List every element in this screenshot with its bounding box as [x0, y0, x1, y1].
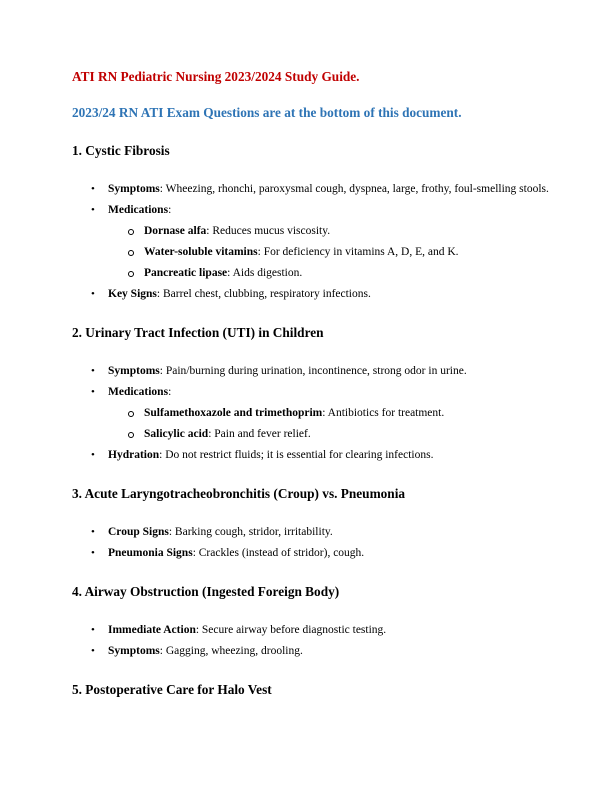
item-text: : Barrel chest, clubbing, respiratory infections. — [156, 288, 371, 300]
item-label: Medications — [108, 204, 169, 216]
item-text: : For deficiency in vitamins A, D, E, and K. — [257, 246, 459, 258]
list-item — [91, 361, 552, 382]
document-title: ATI RN Pediatric Nursing 2023/2024 Study Guide. — [72, 69, 360, 84]
bullet-icon: • — [91, 183, 95, 195]
bullet-icon: • — [91, 204, 95, 216]
bullet-icon: • — [91, 547, 95, 559]
section-heading: 2. Urinary Tract Infection (UTI) in Children — [72, 325, 324, 340]
bullet-icon: • — [91, 449, 95, 461]
item-label: Immediate Action — [108, 624, 196, 636]
bullet-list — [72, 620, 552, 662]
section-heading: 3. Acute Laryngotracheobronchitis (Croup) vs. Pneumonia — [72, 486, 406, 501]
list-item — [91, 179, 552, 200]
bullet-list — [72, 179, 552, 305]
item-text: : — [168, 386, 172, 398]
circle-bullet-icon — [128, 250, 134, 256]
item-label: Dornase alfa — [144, 225, 207, 237]
list-item — [91, 284, 552, 305]
circle-bullet-icon — [128, 271, 134, 277]
circle-bullet-icon — [128, 432, 134, 438]
list-item — [91, 445, 552, 466]
sub-list-item — [144, 242, 552, 263]
sub-list — [108, 403, 552, 445]
bullet-icon: • — [91, 526, 95, 538]
list-item — [91, 543, 552, 564]
bullet-icon: • — [91, 288, 95, 300]
list-item — [91, 522, 552, 543]
item-text: : Secure airway before diagnostic testing. — [195, 624, 387, 636]
document-subtitle: 2023/24 RN ATI Exam Questions are at the bottom of this document. — [72, 105, 462, 120]
item-label: Pneumonia Signs — [108, 547, 193, 559]
circle-bullet-icon — [128, 229, 134, 235]
item-text: : Reduces mucus viscosity. — [206, 225, 331, 237]
item-text: : — [168, 204, 172, 216]
bullet-list — [72, 522, 552, 564]
item-text: : Pain and fever relief. — [208, 428, 311, 440]
item-text: : Wheezing, rhonchi, paroxysmal cough, dyspnea, large, frothy, foul-smelling stools. — [159, 183, 549, 195]
item-label: Symptoms — [108, 365, 160, 377]
item-label: Symptoms — [108, 183, 160, 195]
section-heading: 4. Airway Obstruction (Ingested Foreign Body) — [72, 584, 340, 599]
item-label: Water-soluble vitamins — [144, 246, 258, 258]
item-text: : Pain/burning during urination, incontinence, strong odor in urine. — [159, 365, 467, 377]
item-text: : Antibiotics for treatment. — [322, 407, 445, 419]
bullet-icon: • — [91, 624, 95, 636]
bullet-list — [72, 361, 552, 466]
item-label: Symptoms — [108, 645, 160, 657]
section-heading: 5. Postoperative Care for Halo Vest — [72, 682, 272, 697]
sub-list-item — [144, 263, 552, 284]
list-item — [91, 641, 552, 662]
item-label: Sulfamethoxazole and trimethoprim — [144, 407, 323, 419]
item-label: Hydration — [108, 449, 160, 461]
item-text: : Gagging, wheezing, drooling. — [159, 645, 303, 657]
sub-list-item — [144, 221, 552, 242]
list-item — [91, 620, 552, 641]
item-label: Salicylic acid — [144, 428, 209, 440]
item-label: Medications — [108, 386, 169, 398]
item-label: Key Signs — [108, 288, 157, 300]
list-item — [91, 200, 552, 284]
circle-bullet-icon — [128, 411, 134, 417]
section-heading: 1. Cystic Fibrosis — [72, 143, 170, 158]
sub-list — [108, 221, 552, 284]
list-item — [91, 382, 552, 445]
bullet-icon: • — [91, 645, 95, 657]
item-label: Pancreatic lipase — [144, 267, 228, 279]
bullet-icon: • — [91, 365, 95, 377]
bullet-icon: • — [91, 386, 95, 398]
sub-list-item — [144, 424, 552, 445]
sub-list-item — [144, 403, 552, 424]
item-text: : Aids digestion. — [227, 267, 303, 279]
item-text: : Crackles (instead of stridor), cough. — [192, 547, 365, 559]
item-text: : Barking cough, stridor, irritability. — [168, 526, 333, 538]
item-label: Croup Signs — [108, 526, 169, 538]
item-text: : Do not restrict fluids; it is essential for clearing infections. — [159, 449, 434, 461]
